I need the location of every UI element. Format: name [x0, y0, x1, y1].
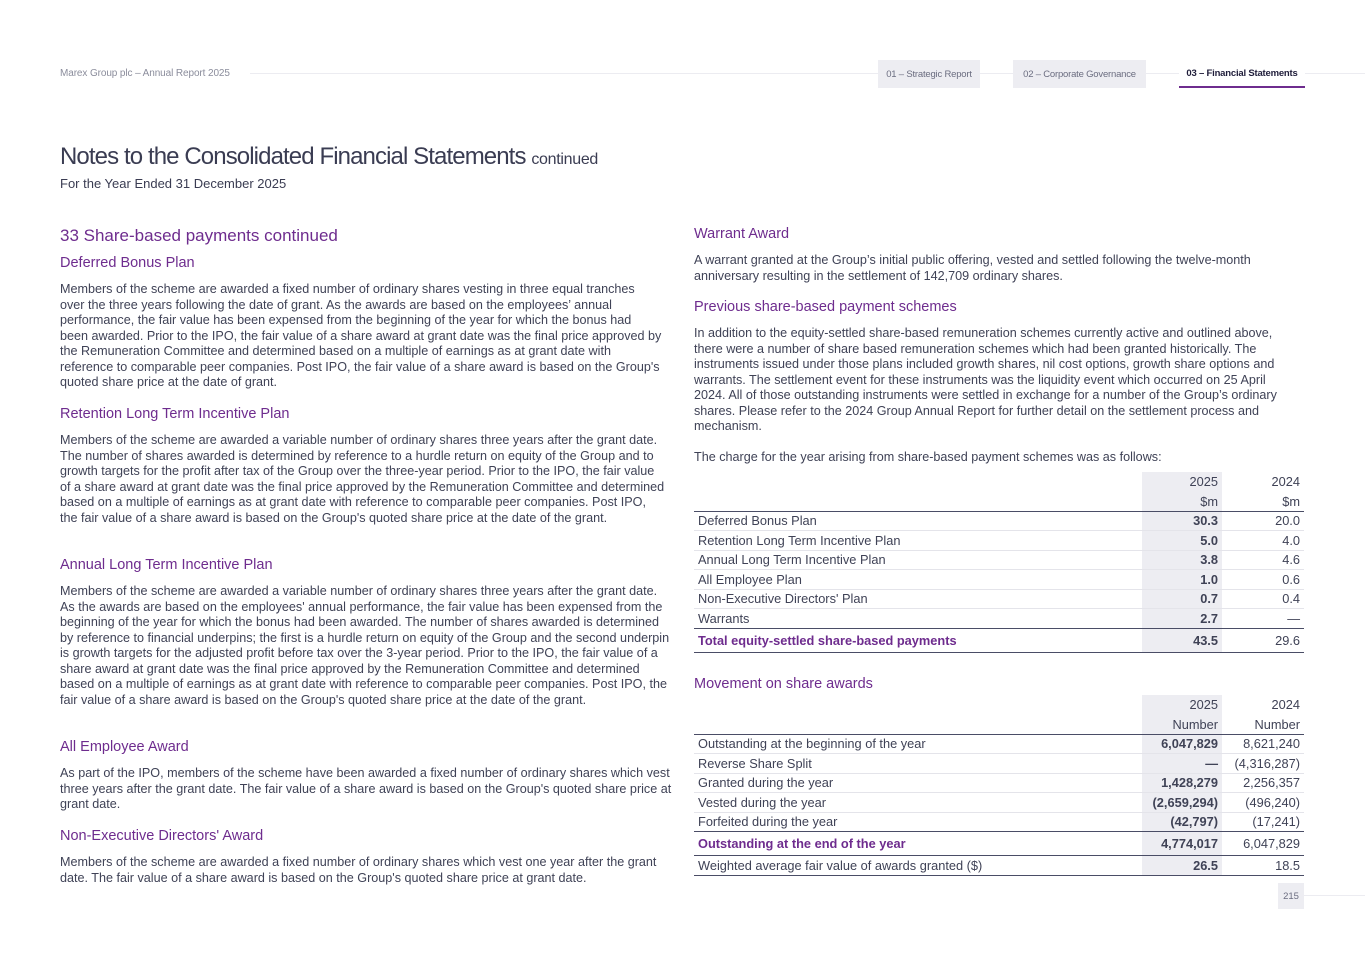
- section-title-text: 33 Share-based payments: [60, 226, 260, 245]
- total-value-2025: 43.5: [1142, 628, 1222, 652]
- row-label: Warrants: [698, 610, 750, 626]
- row-value-2024: 4.0: [1222, 531, 1304, 551]
- nav-tab-corporate-governance[interactable]: 02 – Corporate Governance: [1013, 60, 1146, 88]
- table-unit-2025: $m: [1142, 492, 1222, 512]
- fair-value-2024: 18.5: [1222, 856, 1304, 876]
- footer-rule: [1304, 895, 1365, 896]
- table-header-2025: 2025: [1142, 472, 1222, 492]
- text-ned-award: Members of the scheme are awarded a fixed number of ordinary shares which vest one year after the grant date. The fair value of a share award is based on the Group's quoted share price at grant date.: [60, 855, 657, 885]
- text-retention-ltip: Members of the scheme are awarded a variable number of ordinary shares three years after the grant date. The number of shares awarded is determined by reference to a hurdle return on equity of the Group and to growth targets for the profit after tax of the Group over the three-year period. Prior to the IPO, the fair value of a share award at grant date was the final price approved by the Remuneration Committee and determined based on a multiple of earnings as at grant date with reference to comparable peer companies. Post IPO, the fair value of a share award is based on the Group's quoted share price at the date of the grant.: [60, 433, 665, 525]
- heading-annual-ltip: Annual Long Term Incentive Plan: [60, 557, 273, 573]
- fair-value-label: Weighted average fair value of awards granted ($): [694, 856, 1142, 876]
- text-all-employee-award: As part of the IPO, members of the scheme have been awarded a fixed number of ordinary shares which vest three years after the grant date. The fair value of a share award is based on the Group's quoted share price at grant date.: [60, 766, 672, 811]
- table-header-cell: [694, 472, 1142, 492]
- row-value-2025: 5.0: [1142, 531, 1222, 551]
- total-label: Total equity-settled share-based payments: [694, 628, 1142, 652]
- row-label: Granted during the year: [694, 773, 1142, 793]
- table-unit-2024: Number: [1222, 715, 1304, 735]
- table-row-fair-value: [694, 856, 1304, 876]
- row-value-2025: —: [1142, 754, 1222, 774]
- total-label: Outstanding at the end of the year: [694, 832, 1142, 856]
- row-value-2025: (2,659,294): [1142, 793, 1222, 813]
- heading-warrant-award: Warrant Award: [694, 226, 790, 242]
- fair-value-2025: 26.5: [1142, 856, 1222, 876]
- heading-all-employee-award: All Employee Award: [60, 739, 189, 755]
- table-row: [694, 570, 1304, 590]
- table-header-2024: 2024: [1271, 474, 1300, 490]
- row-value-2024: 0.4: [1222, 589, 1304, 609]
- table-row: [694, 773, 1304, 793]
- row-value-2025: 2.7: [1142, 609, 1222, 629]
- row-label: Annual Long Term Incentive Plan: [694, 550, 1142, 570]
- row-label: Outstanding at the beginning of the year: [694, 734, 1142, 754]
- row-value-2025: 3.8: [1142, 550, 1222, 570]
- page-title-text: Notes to the Consolidated Financial Statements: [60, 143, 526, 170]
- text-warrant-award: A warrant granted at the Group’s initial public offering, vested and settled following the twelve-month anniversary resulting in the settlement of 142,709 ordinary shares.: [694, 253, 1251, 283]
- row-value-2025: 1.0: [1142, 570, 1222, 590]
- table-row: [694, 550, 1304, 570]
- text-annual-ltip: Members of the scheme are awarded a variable number of ordinary shares three years after the grant date. As the awards are based on the employees' annual performance, the fair value has been expensed from the beginning of the year for which the bonus had been awarded. The number of shares awarded is determined by reference to financial underpins; the first is a hurdle return on equity of the Group and the second underpin is growth targets for the adjusted profit before tax over the 3-year period. Prior to the IPO, the fair value of a share award at grant date was the final price approved by the Remuneration Committee and determined based on a multiple of earnings as at grant date with reference to comparable peer companies. Post IPO, the fair value of a share award is based on the Group's quoted share price at the date of the grant.: [60, 584, 670, 707]
- text-deferred-bonus-plan: Members of the scheme are awarded a fixed number of ordinary shares vesting in three equal tranches over the three years following the date of grant. As the awards are based on the employees’ annual performance, the fair value has been expensed from the beginning of the year for which the bonus had been awarded. Prior to the IPO, the fair value of a share award at grant date was the final price approved by the Remuneration Committee and determined based on a multiple of earnings as at grant date with reference to comparable peer companies. Post IPO, the fair value of a share award is based on the Group's quoted share price at the date of grant.: [60, 282, 662, 389]
- page-subtitle: For the Year Ended 31 December 2025: [60, 176, 287, 191]
- section-title-suffix: continued: [264, 226, 338, 245]
- nav-tab-financial-statements[interactable]: 03 – Financial Statements: [1179, 60, 1305, 88]
- row-label: All Employee Plan: [694, 570, 1142, 590]
- row-value-2024: 4.6: [1222, 550, 1304, 570]
- nav-tab-strategic-report[interactable]: 01 – Strategic Report: [878, 60, 980, 88]
- row-value-2024: 0.6: [1222, 570, 1304, 590]
- table-total-row: [694, 832, 1304, 856]
- page-number: 215: [1278, 883, 1304, 909]
- text-previous-schemes: In addition to the equity-settled share-based remuneration schemes currently active and outlined above, there were a number of share based remuneration schemes which had been granted historically. The instruments issued under those plans included growth shares, nil cost options, growth share options and warrants. The settlement event for these instruments was the liquidity event which occurred on 25 April 2024. All of those outstanding instruments were settled in exchange for a number of the Group’s ordinary shares. Please refer to the 2024 Group Annual Report for further detail on the settlement process and mechanism.: [694, 326, 1277, 433]
- charge-table: [694, 472, 1304, 653]
- table-row: [694, 812, 1304, 832]
- row-label: Deferred Bonus Plan: [694, 511, 1142, 531]
- table-header-2025: 2025: [1142, 695, 1222, 715]
- row-label: Non-Executive Directors' Plan: [694, 589, 1142, 609]
- heading-previous-schemes: Previous share-based payment schemes: [694, 299, 957, 315]
- row-label: Reverse Share Split: [694, 754, 1142, 774]
- total-value-2024: 29.6: [1222, 628, 1304, 652]
- row-value-2024: (17,241): [1252, 814, 1300, 830]
- table-row: [694, 589, 1304, 609]
- row-label: Vested during the year: [694, 793, 1142, 813]
- heading-retention-ltip: Retention Long Term Incentive Plan: [60, 406, 290, 422]
- total-value-2025: 4,774,017: [1142, 832, 1222, 856]
- row-value-2025: 30.3: [1142, 511, 1222, 531]
- table-row: [694, 793, 1304, 813]
- table-row: [694, 754, 1304, 774]
- row-value-2025: (42,797): [1142, 812, 1222, 832]
- table-unit-2024: $m: [1222, 492, 1304, 512]
- table-row: [694, 734, 1304, 754]
- table-total-row: [694, 628, 1304, 652]
- heading-ned-award: Non-Executive Directors' Award: [60, 828, 264, 844]
- section-title: [60, 226, 338, 246]
- table-header-cell: [694, 695, 1142, 715]
- total-value-2024: 6,047,829: [1222, 832, 1304, 856]
- table-unit-2025: Number: [1142, 715, 1222, 735]
- text-charge-intro: The charge for the year arising from share-based payment schemes was as follows:: [694, 450, 1162, 464]
- table-row: [694, 511, 1304, 531]
- heading-movement-share-awards: Movement on share awards: [694, 676, 873, 692]
- table-row: [694, 609, 1304, 629]
- row-value-2025: 0.7: [1142, 589, 1222, 609]
- row-label: Retention Long Term Incentive Plan: [694, 531, 1142, 551]
- row-value-2025: 6,047,829: [1142, 734, 1222, 754]
- row-value-2024: 8,621,240: [1222, 734, 1304, 754]
- table-header-2024: 2024: [1271, 697, 1300, 713]
- row-value-2024: —: [1287, 610, 1300, 626]
- report-title: Marex Group plc – Annual Report 2025: [60, 68, 238, 79]
- row-label: Forfeited during the year: [698, 814, 838, 830]
- row-value-2024: 20.0: [1222, 511, 1304, 531]
- table-row: [694, 531, 1304, 551]
- row-value-2025: 1,428,279: [1142, 773, 1222, 793]
- page-title: [60, 143, 598, 171]
- movement-table: [694, 695, 1304, 876]
- table-header-cell: [694, 492, 1142, 512]
- table-header-cell: [694, 715, 1142, 735]
- page-title-suffix: continued: [531, 151, 599, 168]
- heading-deferred-bonus-plan: Deferred Bonus Plan: [60, 255, 195, 271]
- row-value-2024: 2,256,357: [1222, 773, 1304, 793]
- row-value-2024: (496,240): [1222, 793, 1304, 813]
- row-value-2024: (4,316,287): [1222, 754, 1304, 774]
